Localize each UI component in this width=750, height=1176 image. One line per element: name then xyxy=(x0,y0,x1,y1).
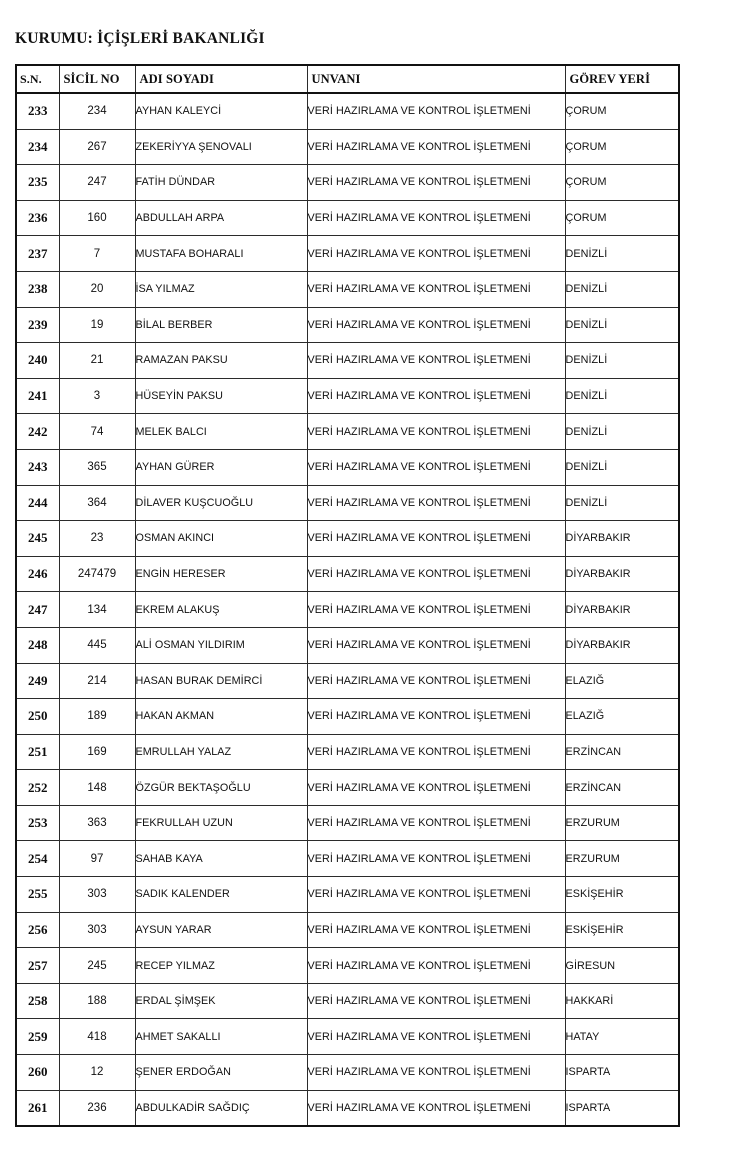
column-header-sicil-no: SİCİL NO xyxy=(59,65,135,93)
cell-gorev-yeri: DİYARBAKIR xyxy=(565,556,679,592)
cell-unvani: VERİ HAZIRLAMA VE KONTROL İŞLETMENİ xyxy=(307,1090,565,1126)
table-row xyxy=(16,449,679,485)
cell-unvani: VERİ HAZIRLAMA VE KONTROL İŞLETMENİ xyxy=(307,983,565,1019)
cell-adi-soyadi: AYSUN YARAR xyxy=(135,912,307,948)
cell-sicil-no: 21 xyxy=(59,343,135,379)
cell-sn: 259 xyxy=(16,1019,59,1055)
cell-adi-soyadi: EKREM ALAKUŞ xyxy=(135,592,307,628)
cell-gorev-yeri: DENİZLİ xyxy=(565,378,679,414)
table-row xyxy=(16,734,679,770)
cell-gorev-yeri: DİYARBAKIR xyxy=(565,627,679,663)
cell-unvani: VERİ HAZIRLAMA VE KONTROL İŞLETMENİ xyxy=(307,343,565,379)
table-row xyxy=(16,663,679,699)
cell-sicil-no: 19 xyxy=(59,307,135,343)
cell-adi-soyadi: OSMAN AKINCI xyxy=(135,521,307,557)
cell-adi-soyadi: AYHAN GÜRER xyxy=(135,449,307,485)
cell-sn: 243 xyxy=(16,449,59,485)
cell-unvani: VERİ HAZIRLAMA VE KONTROL İŞLETMENİ xyxy=(307,627,565,663)
cell-sn: 246 xyxy=(16,556,59,592)
table-row xyxy=(16,983,679,1019)
cell-unvani: VERİ HAZIRLAMA VE KONTROL İŞLETMENİ xyxy=(307,699,565,735)
cell-sicil-no: 363 xyxy=(59,805,135,841)
table-row xyxy=(16,521,679,557)
cell-gorev-yeri: ESKİŞEHİR xyxy=(565,912,679,948)
cell-adi-soyadi: AHMET SAKALLI xyxy=(135,1019,307,1055)
cell-sicil-no: 418 xyxy=(59,1019,135,1055)
cell-sn: 254 xyxy=(16,841,59,877)
column-header-gorev-yeri: GÖREV YERİ xyxy=(565,65,679,93)
cell-gorev-yeri: GİRESUN xyxy=(565,948,679,984)
cell-sn: 260 xyxy=(16,1055,59,1091)
cell-gorev-yeri: ERZİNCAN xyxy=(565,734,679,770)
cell-adi-soyadi: FEKRULLAH UZUN xyxy=(135,805,307,841)
cell-sicil-no: 234 xyxy=(59,93,135,129)
cell-adi-soyadi: MELEK BALCI xyxy=(135,414,307,450)
cell-sn: 247 xyxy=(16,592,59,628)
cell-sn: 237 xyxy=(16,236,59,272)
cell-sicil-no: 245 xyxy=(59,948,135,984)
cell-unvani: VERİ HAZIRLAMA VE KONTROL İŞLETMENİ xyxy=(307,948,565,984)
table-header xyxy=(16,65,679,93)
cell-gorev-yeri: ELAZIĞ xyxy=(565,663,679,699)
cell-sn: 258 xyxy=(16,983,59,1019)
cell-sn: 256 xyxy=(16,912,59,948)
cell-unvani: VERİ HAZIRLAMA VE KONTROL İŞLETMENİ xyxy=(307,378,565,414)
cell-sicil-no: 303 xyxy=(59,877,135,913)
table-row xyxy=(16,93,679,129)
table-row xyxy=(16,236,679,272)
cell-unvani: VERİ HAZIRLAMA VE KONTROL İŞLETMENİ xyxy=(307,414,565,450)
cell-sn: 251 xyxy=(16,734,59,770)
cell-sn: 233 xyxy=(16,93,59,129)
cell-sn: 234 xyxy=(16,129,59,165)
cell-adi-soyadi: RECEP YILMAZ xyxy=(135,948,307,984)
cell-adi-soyadi: EMRULLAH YALAZ xyxy=(135,734,307,770)
cell-gorev-yeri: ISPARTA xyxy=(565,1055,679,1091)
cell-sicil-no: 7 xyxy=(59,236,135,272)
cell-sn: 261 xyxy=(16,1090,59,1126)
cell-unvani: VERİ HAZIRLAMA VE KONTROL İŞLETMENİ xyxy=(307,912,565,948)
cell-sn: 250 xyxy=(16,699,59,735)
cell-adi-soyadi: ERDAL ŞİMŞEK xyxy=(135,983,307,1019)
table-row xyxy=(16,271,679,307)
cell-unvani: VERİ HAZIRLAMA VE KONTROL İŞLETMENİ xyxy=(307,200,565,236)
cell-unvani: VERİ HAZIRLAMA VE KONTROL İŞLETMENİ xyxy=(307,449,565,485)
cell-adi-soyadi: HASAN BURAK DEMİRCİ xyxy=(135,663,307,699)
table-row xyxy=(16,485,679,521)
cell-sicil-no: 214 xyxy=(59,663,135,699)
cell-unvani: VERİ HAZIRLAMA VE KONTROL İŞLETMENİ xyxy=(307,734,565,770)
cell-gorev-yeri: ERZURUM xyxy=(565,841,679,877)
cell-unvani: VERİ HAZIRLAMA VE KONTROL İŞLETMENİ xyxy=(307,307,565,343)
cell-sicil-no: 20 xyxy=(59,271,135,307)
cell-adi-soyadi: FATİH DÜNDAR xyxy=(135,165,307,201)
cell-adi-soyadi: BİLAL BERBER xyxy=(135,307,307,343)
cell-gorev-yeri: DENİZLİ xyxy=(565,449,679,485)
cell-sn: 245 xyxy=(16,521,59,557)
cell-unvani: VERİ HAZIRLAMA VE KONTROL İŞLETMENİ xyxy=(307,877,565,913)
cell-adi-soyadi: ENGİN HERESER xyxy=(135,556,307,592)
table-row xyxy=(16,841,679,877)
table-row xyxy=(16,414,679,450)
cell-sicil-no: 236 xyxy=(59,1090,135,1126)
cell-sicil-no: 169 xyxy=(59,734,135,770)
cell-sicil-no: 134 xyxy=(59,592,135,628)
cell-gorev-yeri: DENİZLİ xyxy=(565,343,679,379)
cell-unvani: VERİ HAZIRLAMA VE KONTROL İŞLETMENİ xyxy=(307,1055,565,1091)
cell-unvani: VERİ HAZIRLAMA VE KONTROL İŞLETMENİ xyxy=(307,485,565,521)
cell-adi-soyadi: SADIK KALENDER xyxy=(135,877,307,913)
cell-sn: 248 xyxy=(16,627,59,663)
cell-sn: 242 xyxy=(16,414,59,450)
cell-sicil-no: 23 xyxy=(59,521,135,557)
table-row xyxy=(16,805,679,841)
table-row xyxy=(16,912,679,948)
cell-gorev-yeri: ISPARTA xyxy=(565,1090,679,1126)
cell-adi-soyadi: MUSTAFA BOHARALI xyxy=(135,236,307,272)
table-row xyxy=(16,556,679,592)
cell-gorev-yeri: ESKİŞEHİR xyxy=(565,877,679,913)
cell-sn: 241 xyxy=(16,378,59,414)
cell-sn: 244 xyxy=(16,485,59,521)
cell-sicil-no: 189 xyxy=(59,699,135,735)
cell-sicil-no: 188 xyxy=(59,983,135,1019)
cell-unvani: VERİ HAZIRLAMA VE KONTROL İŞLETMENİ xyxy=(307,271,565,307)
table-row xyxy=(16,343,679,379)
cell-adi-soyadi: ABDULKADİR SAĞDIÇ xyxy=(135,1090,307,1126)
cell-gorev-yeri: ELAZIĞ xyxy=(565,699,679,735)
cell-sicil-no: 303 xyxy=(59,912,135,948)
cell-sn: 239 xyxy=(16,307,59,343)
cell-sicil-no: 365 xyxy=(59,449,135,485)
cell-adi-soyadi: ZEKERİYYA ŞENOVALI xyxy=(135,129,307,165)
cell-sn: 253 xyxy=(16,805,59,841)
table-row xyxy=(16,165,679,201)
column-header-sn: S.N. xyxy=(16,65,59,93)
cell-adi-soyadi: ALİ OSMAN YILDIRIM xyxy=(135,627,307,663)
personnel-roster-table xyxy=(15,64,680,1127)
cell-sn: 235 xyxy=(16,165,59,201)
table-row xyxy=(16,1019,679,1055)
cell-adi-soyadi: AYHAN KALEYCİ xyxy=(135,93,307,129)
cell-gorev-yeri: ERZİNCAN xyxy=(565,770,679,806)
cell-sicil-no: 267 xyxy=(59,129,135,165)
table-row xyxy=(16,627,679,663)
cell-adi-soyadi: ŞENER ERDOĞAN xyxy=(135,1055,307,1091)
cell-unvani: VERİ HAZIRLAMA VE KONTROL İŞLETMENİ xyxy=(307,770,565,806)
cell-adi-soyadi: SAHAB KAYA xyxy=(135,841,307,877)
cell-unvani: VERİ HAZIRLAMA VE KONTROL İŞLETMENİ xyxy=(307,592,565,628)
page-title: KURUMU: İÇİŞLERİ BAKANLIĞI xyxy=(15,30,265,47)
table-header-row xyxy=(16,65,679,93)
cell-unvani: VERİ HAZIRLAMA VE KONTROL İŞLETMENİ xyxy=(307,805,565,841)
cell-unvani: VERİ HAZIRLAMA VE KONTROL İŞLETMENİ xyxy=(307,1019,565,1055)
cell-unvani: VERİ HAZIRLAMA VE KONTROL İŞLETMENİ xyxy=(307,236,565,272)
cell-gorev-yeri: DENİZLİ xyxy=(565,236,679,272)
cell-gorev-yeri: ERZURUM xyxy=(565,805,679,841)
column-header-unvani: UNVANI xyxy=(307,65,565,93)
cell-sn: 238 xyxy=(16,271,59,307)
cell-gorev-yeri: ÇORUM xyxy=(565,129,679,165)
cell-sicil-no: 3 xyxy=(59,378,135,414)
cell-gorev-yeri: DENİZLİ xyxy=(565,485,679,521)
cell-gorev-yeri: DENİZLİ xyxy=(565,271,679,307)
cell-sicil-no: 160 xyxy=(59,200,135,236)
cell-unvani: VERİ HAZIRLAMA VE KONTROL İŞLETMENİ xyxy=(307,93,565,129)
cell-sn: 255 xyxy=(16,877,59,913)
cell-sicil-no: 364 xyxy=(59,485,135,521)
cell-sn: 252 xyxy=(16,770,59,806)
table-row xyxy=(16,200,679,236)
table-row xyxy=(16,1090,679,1126)
cell-gorev-yeri: ÇORUM xyxy=(565,93,679,129)
table-row xyxy=(16,1055,679,1091)
cell-unvani: VERİ HAZIRLAMA VE KONTROL İŞLETMENİ xyxy=(307,165,565,201)
table-row xyxy=(16,948,679,984)
cell-adi-soyadi: HAKAN AKMAN xyxy=(135,699,307,735)
cell-gorev-yeri: HATAY xyxy=(565,1019,679,1055)
cell-unvani: VERİ HAZIRLAMA VE KONTROL İŞLETMENİ xyxy=(307,556,565,592)
cell-sicil-no: 74 xyxy=(59,414,135,450)
cell-sn: 240 xyxy=(16,343,59,379)
cell-unvani: VERİ HAZIRLAMA VE KONTROL İŞLETMENİ xyxy=(307,663,565,699)
cell-gorev-yeri: ÇORUM xyxy=(565,165,679,201)
cell-unvani: VERİ HAZIRLAMA VE KONTROL İŞLETMENİ xyxy=(307,129,565,165)
cell-gorev-yeri: DİYARBAKIR xyxy=(565,592,679,628)
cell-gorev-yeri: DİYARBAKIR xyxy=(565,521,679,557)
table-row xyxy=(16,699,679,735)
cell-sicil-no: 247 xyxy=(59,165,135,201)
cell-sn: 236 xyxy=(16,200,59,236)
cell-adi-soyadi: ÖZGÜR BEKTAŞOĞLU xyxy=(135,770,307,806)
table-body xyxy=(16,93,679,1126)
cell-sicil-no: 247479 xyxy=(59,556,135,592)
cell-sn: 249 xyxy=(16,663,59,699)
table-row xyxy=(16,378,679,414)
cell-adi-soyadi: İSA YILMAZ xyxy=(135,271,307,307)
table-row xyxy=(16,877,679,913)
cell-gorev-yeri: ÇORUM xyxy=(565,200,679,236)
cell-sn: 257 xyxy=(16,948,59,984)
cell-sicil-no: 445 xyxy=(59,627,135,663)
cell-sicil-no: 97 xyxy=(59,841,135,877)
column-header-adi-soyadi: ADI SOYADI xyxy=(135,65,307,93)
cell-adi-soyadi: DİLAVER KUŞCUOĞLU xyxy=(135,485,307,521)
table-row xyxy=(16,592,679,628)
cell-gorev-yeri: DENİZLİ xyxy=(565,414,679,450)
table-row xyxy=(16,307,679,343)
table-row xyxy=(16,129,679,165)
table-row xyxy=(16,770,679,806)
cell-sicil-no: 12 xyxy=(59,1055,135,1091)
cell-sicil-no: 148 xyxy=(59,770,135,806)
cell-unvani: VERİ HAZIRLAMA VE KONTROL İŞLETMENİ xyxy=(307,521,565,557)
cell-gorev-yeri: HAKKARİ xyxy=(565,983,679,1019)
cell-adi-soyadi: ABDULLAH ARPA xyxy=(135,200,307,236)
cell-gorev-yeri: DENİZLİ xyxy=(565,307,679,343)
cell-adi-soyadi: RAMAZAN PAKSU xyxy=(135,343,307,379)
cell-unvani: VERİ HAZIRLAMA VE KONTROL İŞLETMENİ xyxy=(307,841,565,877)
cell-adi-soyadi: HÜSEYİN PAKSU xyxy=(135,378,307,414)
